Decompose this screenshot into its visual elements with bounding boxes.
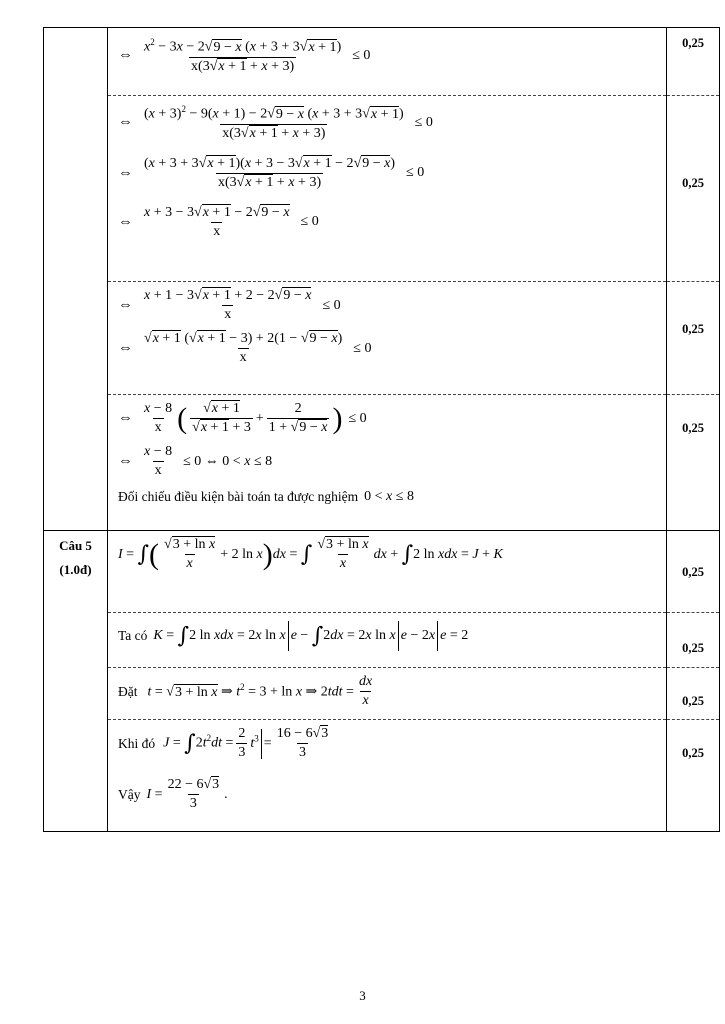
conclusion-text: Đối chiếu điều kiện bài toán ta được nghiệm [118, 489, 359, 504]
score-cell [667, 28, 720, 96]
math-cell [108, 28, 667, 96]
integral-step: Khi đó $J = \int 2t^2dt$ = $\frac{2}{3}$ $t^3$ = $\frac{16 - 6√3}{3}$ [118, 726, 329, 760]
question-points: (1.0đ) [59, 562, 92, 577]
step-row [44, 720, 720, 832]
final-answer: Vậy I = $\frac{22 - 6√3}{3}$ . [118, 777, 228, 811]
step-row [44, 28, 720, 96]
solution-table [43, 27, 720, 832]
math-cell [108, 395, 667, 531]
math-cell [108, 531, 667, 613]
math-cell [108, 96, 667, 282]
score-cell [667, 96, 720, 282]
dat-text: Đặt [118, 683, 138, 699]
question-cell [44, 668, 108, 720]
step-row [44, 96, 720, 282]
inequality-step: ⇔ $\frac{√x + 1 (√x + 1 - 3) + 2(1 - √9 - x)}{x}$ ≤ 0 [118, 331, 372, 365]
score-label: 0,25 [682, 746, 704, 760]
math-cell [108, 613, 667, 668]
inequality-step: ⇔ $\frac{x^2 - 3x - 2√9 - x (x + 3 + 3√x + 1)}{x(3√x + 1 + x + 3)}$ ≤ 0 [118, 37, 371, 74]
score-cell [667, 282, 720, 395]
score-label: 0,25 [682, 36, 704, 50]
step-row [44, 668, 720, 720]
inequality-step: ⇔ $\frac{x + 3 - 3√x + 1 - 2√9 - x}{x}$ ≤ 0 [118, 204, 319, 239]
question-cell [44, 531, 108, 613]
score-cell [667, 395, 720, 531]
score-label: 0,25 [682, 421, 704, 435]
inequality-step: ⇔ $\frac{x - 8}{x}$ ≤ 0 ⇔ 0 < x ≤ 8 [118, 444, 273, 478]
score-cell [667, 613, 720, 668]
score-label: 0,25 [682, 322, 704, 336]
substitution-step: Đặt t = √3 + ln x ⇒ $t^2 = 3 + \ln x$ ⇒ 2tdt = $\frac{dx}{x}$ [118, 674, 373, 708]
score-label: 0,25 [682, 565, 704, 579]
question-cell [44, 96, 108, 282]
question-cell [44, 720, 108, 832]
score-cell [667, 668, 720, 720]
ta-co-text: Ta có [118, 628, 148, 643]
score-label: 0,25 [682, 641, 704, 655]
inequality-step: ⇔ $\frac{(x + 3)^2 - 9(x + 1) - 2√9 - x (x + 3 + 3√x + 1)}{x(3√x + 1 + x + 3)}$ ≤ 0 [118, 104, 433, 141]
question-cell [44, 28, 108, 96]
question-cell [44, 613, 108, 668]
step-row [44, 395, 720, 531]
math-cell [108, 720, 667, 832]
inequality-step: ⇔ $\frac{x + 1 - 3√x + 1 + 2 - 2√9 - x}{x}$ ≤ 0 [118, 288, 341, 322]
khi-do-text: Khi đó [118, 735, 156, 751]
score-cell [667, 720, 720, 832]
question-cell [44, 395, 108, 531]
question-label: Câu 5 [59, 538, 92, 553]
score-label: 0,25 [682, 694, 704, 708]
math-cell [108, 668, 667, 720]
conclusion-line: Đối chiếu điều kiện bài toán ta được nghiệm 0 < x ≤ 8 [118, 489, 414, 504]
step-row [44, 531, 720, 613]
step-row [44, 613, 720, 668]
step-row [44, 282, 720, 395]
inequality-step: ⇔ $\frac{x - 8}{x}$ ( $\frac{√x + 1}{√x + 1 + 3}$ + $\frac{2}{1 + √9 - x}$ ) ≤ 0 [118, 401, 367, 435]
math-cell [108, 282, 667, 395]
score-label: 0,25 [682, 176, 704, 190]
page-number: 3 [359, 988, 366, 1003]
integral-step: Ta có K = ∫2 ln xdx = 2x ln x e − ∫2dx = 2x ln x e − 2x e = 2 [118, 621, 666, 651]
inequality-step: ⇔ $\frac{(x + 3 + 3√x + 1)(x + 3 - 3√x + 1 - 2√9 - x)}{x(3√x + 1 + x + 3)}$ ≤ 0 [118, 155, 425, 190]
integral-step: I = ∫ ( $\frac{\text{√3 + ln x}}{x}$ + 2 ln x ) dx = ∫ $\frac{\text{√3 + ln x}}{x}$ dx + ∫ 2 ln xdx = J + K [118, 537, 503, 571]
question-cell [44, 282, 108, 395]
score-cell [667, 531, 720, 613]
vay-text: Vậy [118, 786, 141, 802]
